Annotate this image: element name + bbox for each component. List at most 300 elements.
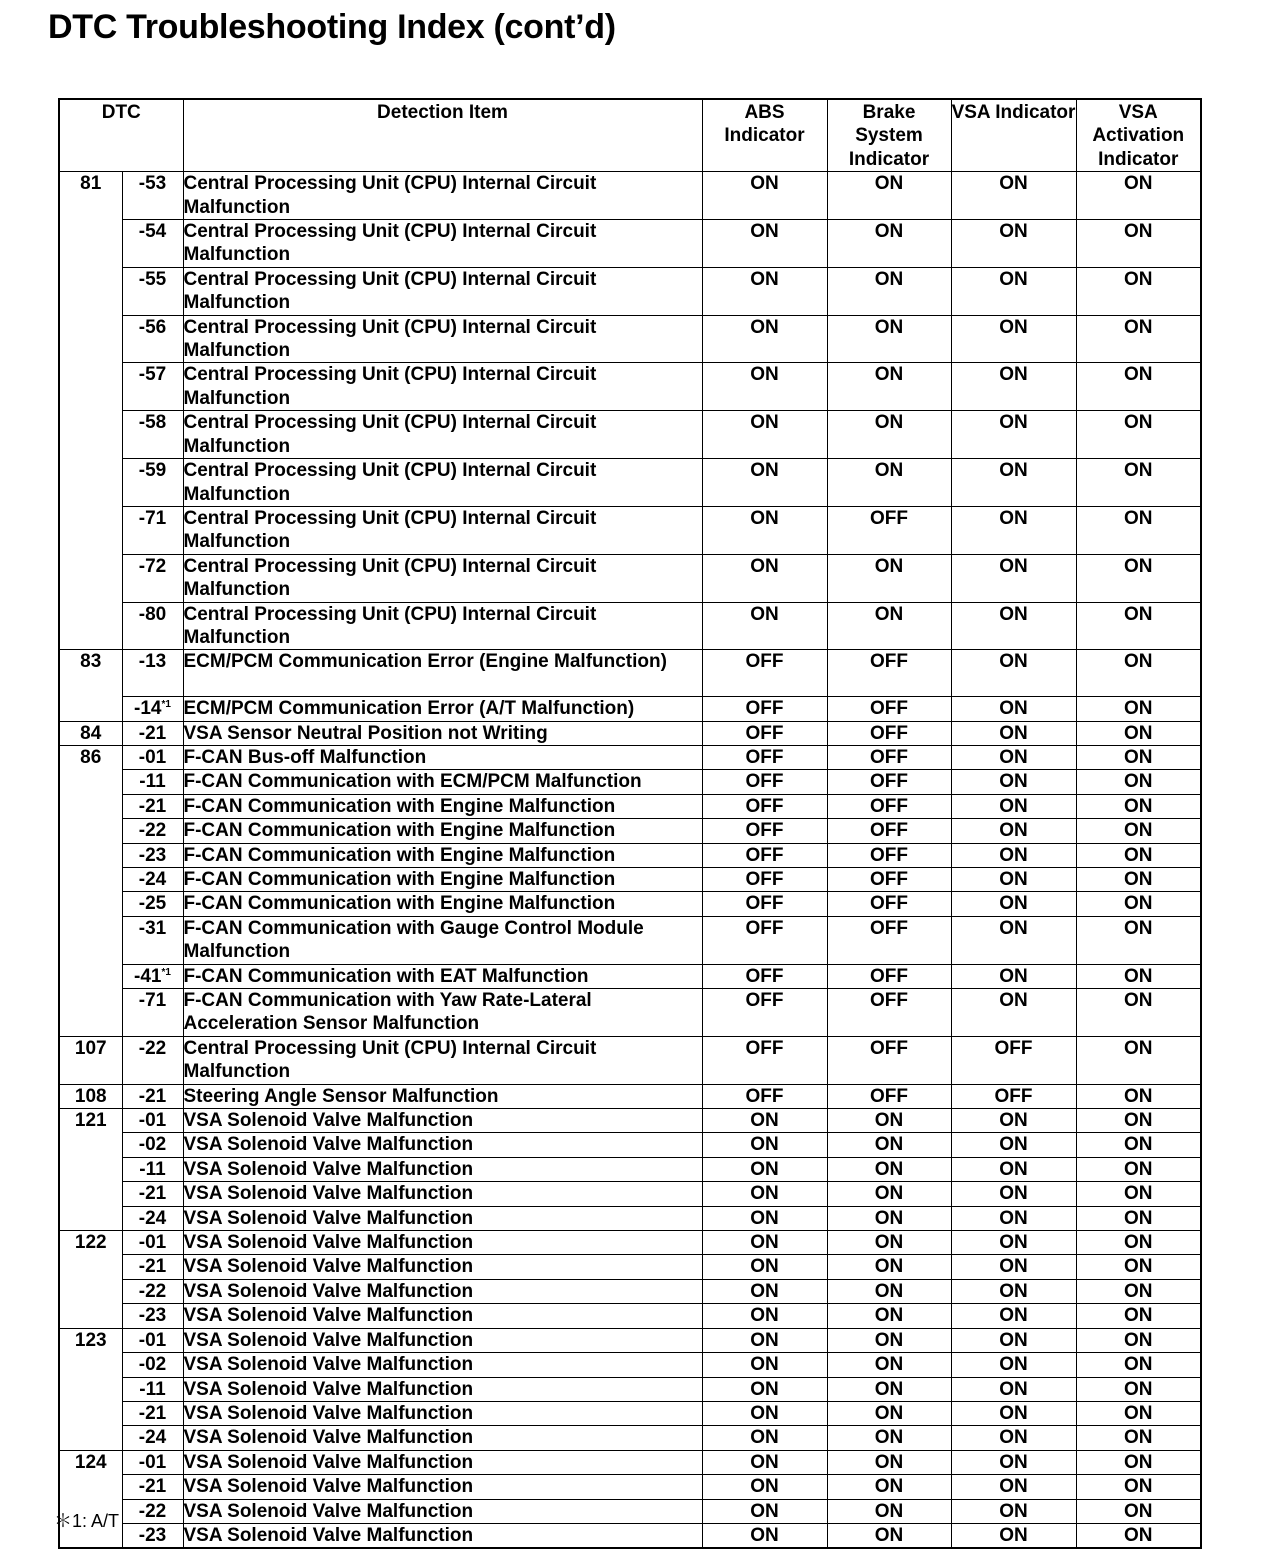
brake-system-indicator-state: OFF [827,916,951,964]
vsa-activation-indicator-state: ON [1076,411,1201,459]
dtc-sub-code-cell [122,1523,183,1548]
table-row [59,1182,1201,1206]
vsa-activation-indicator-state: ON [1076,554,1201,602]
vsa-activation-indicator-state: ON [1076,1328,1201,1352]
dtc-main-code: 83 [59,650,122,721]
abs-indicator-state: OFF [702,892,827,916]
dtc-sub-code: -01 [138,1451,167,1473]
dtc-sub-code: -11 [139,1378,166,1400]
vsa-indicator-state: ON [951,964,1076,988]
vsa-activation-indicator-state: ON [1076,989,1201,1037]
table-row [59,1036,1201,1084]
detection-item: VSA Solenoid Valve Malfunction [183,1353,702,1377]
abs-indicator-state: OFF [702,843,827,867]
table-row [59,1353,1201,1377]
vsa-indicator-state: ON [951,721,1076,745]
vsa-activation-indicator-state: ON [1076,220,1201,268]
abs-indicator-state: ON [702,1304,827,1328]
vsa-indicator-state: ON [951,1279,1076,1303]
table-row [59,1401,1201,1425]
dtc-sub-code-cell [122,1353,183,1377]
header-dtc: DTC [59,99,183,172]
vsa-activation-indicator-state: ON [1076,770,1201,794]
table-row [59,506,1201,554]
dtc-sub-code: -21 [138,795,167,817]
abs-indicator-state: OFF [702,867,827,891]
dtc-sub-code-cell [122,1036,183,1084]
table-row [59,1377,1201,1401]
vsa-indicator-state: OFF [951,1036,1076,1084]
vsa-activation-indicator-state: ON [1076,1450,1201,1474]
dtc-sub-code: -80 [138,603,167,625]
vsa-indicator-state: ON [951,650,1076,697]
abs-indicator-state: OFF [702,989,827,1037]
vsa-indicator-state: ON [951,1426,1076,1450]
table-row [59,1255,1201,1279]
abs-indicator-state: ON [702,1353,827,1377]
detection-item: VSA Solenoid Valve Malfunction [183,1279,702,1303]
dtc-sub-code-cell [122,1206,183,1230]
dtc-main-code: 107 [59,1036,122,1084]
detection-item: Central Processing Unit (CPU) Internal Circuit Malfunction [183,602,702,650]
vsa-indicator-state: ON [951,1475,1076,1499]
table-row [59,1084,1201,1108]
vsa-activation-indicator-state: ON [1076,1377,1201,1401]
abs-indicator-state: OFF [702,916,827,964]
brake-system-indicator-state: OFF [827,650,951,697]
table-row [59,1279,1201,1303]
table-row [59,989,1201,1037]
vsa-indicator-state: ON [951,267,1076,315]
dtc-sub-code: -23 [138,1305,167,1327]
vsa-indicator-state: ON [951,892,1076,916]
dtc-sub-code-cell [122,363,183,411]
detection-item: Central Processing Unit (CPU) Internal Circuit Malfunction [183,172,702,220]
abs-indicator-state: ON [702,1182,827,1206]
dtc-sub-code: -14 [134,698,162,720]
table-row [59,843,1201,867]
dtc-sub-code: -56 [138,316,167,338]
detection-item: VSA Sensor Neutral Position not Writing [183,721,702,745]
vsa-indicator-state: ON [951,1450,1076,1474]
abs-indicator-state: ON [702,602,827,650]
vsa-indicator-state: ON [951,554,1076,602]
dtc-sub-code: -01 [138,1110,167,1132]
abs-indicator-state: ON [702,1401,827,1425]
dtc-sub-code: -22 [138,1500,167,1522]
brake-system-indicator-state: OFF [827,1084,951,1108]
table-row [59,892,1201,916]
detection-item: Central Processing Unit (CPU) Internal Circuit Malfunction [183,554,702,602]
abs-indicator-state: ON [702,1523,827,1548]
vsa-activation-indicator-state: ON [1076,916,1201,964]
vsa-activation-indicator-state: ON [1076,506,1201,554]
table-row [59,1523,1201,1548]
vsa-activation-indicator-state: ON [1076,1279,1201,1303]
table-row [59,1304,1201,1328]
dtc-sub-code: -01 [138,1232,167,1254]
vsa-activation-indicator-state: ON [1076,697,1201,721]
table-row [59,459,1201,507]
vsa-indicator-state: ON [951,697,1076,721]
abs-indicator-state: OFF [702,1036,827,1084]
brake-system-indicator-state: ON [827,1475,951,1499]
brake-system-indicator-state: ON [827,1231,951,1255]
vsa-activation-indicator-state: ON [1076,843,1201,867]
detection-item: VSA Solenoid Valve Malfunction [183,1475,702,1499]
table-row [59,1450,1201,1474]
vsa-indicator-state: ON [951,506,1076,554]
dtc-main-code: 81 [59,172,122,650]
page-title: DTC Troubleshooting Index (cont’d) [48,8,616,46]
table-row [59,411,1201,459]
dtc-sub-code: -31 [138,917,167,939]
dtc-sub-code-cell [122,1279,183,1303]
dtc-main-code: 123 [59,1328,122,1450]
brake-system-indicator-state: ON [827,1133,951,1157]
brake-system-indicator-state: ON [827,411,951,459]
dtc-sub-code-cell [122,1133,183,1157]
vsa-indicator-state: ON [951,363,1076,411]
table-row [59,819,1201,843]
vsa-activation-indicator-state: ON [1076,721,1201,745]
dtc-sub-code-cell [122,1328,183,1352]
detection-item: F-CAN Communication with Engine Malfunction [183,819,702,843]
dtc-sub-code-cell [122,964,183,988]
detection-item: F-CAN Communication with ECM/PCM Malfunction [183,770,702,794]
abs-indicator-state: ON [702,411,827,459]
detection-item: Central Processing Unit (CPU) Internal Circuit Malfunction [183,220,702,268]
dtc-index-table [58,98,1202,1549]
dtc-sub-code-cell [122,1304,183,1328]
vsa-indicator-state: ON [951,1231,1076,1255]
dtc-sub-code: -24 [138,868,167,890]
table-row [59,1499,1201,1523]
dtc-sub-code-cell [122,1182,183,1206]
table-row [59,770,1201,794]
vsa-activation-indicator-state: ON [1076,650,1201,697]
dtc-sub-code: -71 [138,990,167,1012]
dtc-sub-code: -21 [138,1476,167,1498]
abs-indicator-state: OFF [702,964,827,988]
brake-system-indicator-state: ON [827,1328,951,1352]
abs-indicator-state: ON [702,1426,827,1450]
abs-indicator-state: ON [702,1328,827,1352]
abs-indicator-state: ON [702,315,827,363]
vsa-indicator-state: ON [951,843,1076,867]
dtc-sub-code-cell [122,867,183,891]
abs-indicator-state: ON [702,459,827,507]
vsa-activation-indicator-state: ON [1076,1231,1201,1255]
dtc-sub-code-cell [122,892,183,916]
detection-item: ECM/PCM Communication Error (A/T Malfunction) [183,697,702,721]
brake-system-indicator-state: ON [827,1353,951,1377]
dtc-sub-code: -21 [138,1402,167,1424]
table-row [59,602,1201,650]
vsa-activation-indicator-state: ON [1076,794,1201,818]
vsa-indicator-state: ON [951,867,1076,891]
abs-indicator-state: OFF [702,770,827,794]
vsa-indicator-state: ON [951,1377,1076,1401]
brake-system-indicator-state: ON [827,267,951,315]
brake-system-indicator-state: ON [827,1255,951,1279]
detection-item: VSA Solenoid Valve Malfunction [183,1133,702,1157]
dtc-sub-code: -21 [138,722,167,744]
dtc-sub-code-cell [122,1109,183,1133]
abs-indicator-state: ON [702,1133,827,1157]
abs-indicator-state: OFF [702,721,827,745]
vsa-indicator-state: ON [951,1109,1076,1133]
dtc-sub-code: -57 [138,364,167,386]
vsa-activation-indicator-state: ON [1076,867,1201,891]
brake-system-indicator-state: ON [827,1182,951,1206]
dtc-sub-code-cell [122,697,183,721]
abs-indicator-state: OFF [702,697,827,721]
brake-system-indicator-state: ON [827,459,951,507]
table-row [59,1328,1201,1352]
brake-system-indicator-state: ON [827,1450,951,1474]
brake-system-indicator-state: ON [827,1523,951,1548]
vsa-activation-indicator-state: ON [1076,745,1201,769]
detection-item: ECM/PCM Communication Error (Engine Malfunction) [183,650,702,697]
brake-system-indicator-state: ON [827,1426,951,1450]
vsa-activation-indicator-state: ON [1076,1036,1201,1084]
abs-indicator-state: ON [702,220,827,268]
dtc-sub-code-cell [122,411,183,459]
dtc-sub-code: -55 [138,268,167,290]
dtc-sub-code-cell [122,315,183,363]
abs-indicator-state: ON [702,1231,827,1255]
dtc-main-code: 121 [59,1109,122,1231]
dtc-sub-code: -11 [139,771,166,793]
brake-system-indicator-state: ON [827,363,951,411]
dtc-sub-code-cell [122,1475,183,1499]
dtc-sub-code-cell [122,1255,183,1279]
brake-system-indicator-state: ON [827,554,951,602]
detection-item: VSA Solenoid Valve Malfunction [183,1255,702,1279]
dtc-sub-code: -21 [138,1085,167,1107]
brake-system-indicator-state: OFF [827,745,951,769]
vsa-indicator-state: OFF [951,1084,1076,1108]
table-row [59,1475,1201,1499]
brake-system-indicator-state: ON [827,1304,951,1328]
dtc-sub-code-cell [122,1401,183,1425]
brake-system-indicator-state: ON [827,1499,951,1523]
brake-system-indicator-state: OFF [827,819,951,843]
vsa-indicator-state: ON [951,1206,1076,1230]
table-row [59,1157,1201,1181]
dtc-sub-code: -01 [138,1329,167,1351]
dtc-sub-code: -11 [139,1158,166,1180]
brake-system-indicator-state: ON [827,602,951,650]
vsa-activation-indicator-state: ON [1076,1499,1201,1523]
vsa-indicator-state: ON [951,819,1076,843]
abs-indicator-state: OFF [702,1084,827,1108]
dtc-sub-code: -02 [138,1354,167,1376]
abs-indicator-state: OFF [702,794,827,818]
table-row [59,721,1201,745]
abs-indicator-state: ON [702,363,827,411]
abs-indicator-state: ON [702,1475,827,1499]
vsa-activation-indicator-state: ON [1076,1084,1201,1108]
footnote: ＊1: A/T [54,1511,120,1531]
detection-item: F-CAN Communication with Yaw Rate-Lateral Acceleration Sensor Malfunction [183,989,702,1037]
vsa-activation-indicator-state: ON [1076,1353,1201,1377]
abs-indicator-state: ON [702,1450,827,1474]
vsa-activation-indicator-state: ON [1076,363,1201,411]
brake-system-indicator-state: OFF [827,770,951,794]
footnote-marker: *1 [161,966,171,978]
vsa-indicator-state: ON [951,1255,1076,1279]
dtc-sub-code-cell [122,267,183,315]
vsa-activation-indicator-state: ON [1076,1109,1201,1133]
vsa-indicator-state: ON [951,602,1076,650]
brake-system-indicator-state: OFF [827,1036,951,1084]
vsa-indicator-state: ON [951,1304,1076,1328]
brake-system-indicator-state: OFF [827,964,951,988]
dtc-sub-code-cell [122,1450,183,1474]
vsa-activation-indicator-state: ON [1076,1523,1201,1548]
abs-indicator-state: ON [702,1279,827,1303]
dtc-sub-code: -54 [138,221,167,243]
dtc-sub-code: -22 [138,820,167,842]
dtc-sub-code-cell [122,650,183,697]
brake-system-indicator-state: ON [827,220,951,268]
dtc-sub-code-cell [122,819,183,843]
detection-item: VSA Solenoid Valve Malfunction [183,1157,702,1181]
dtc-sub-code: -53 [138,173,167,195]
brake-system-indicator-state: ON [827,1279,951,1303]
vsa-activation-indicator-state: ON [1076,1182,1201,1206]
brake-system-indicator-state: OFF [827,794,951,818]
vsa-activation-indicator-state: ON [1076,602,1201,650]
header-detection-item: Detection Item [183,99,702,172]
dtc-main-code: 108 [59,1084,122,1108]
detection-item: Central Processing Unit (CPU) Internal Circuit Malfunction [183,363,702,411]
vsa-indicator-state: ON [951,459,1076,507]
table-row [59,1231,1201,1255]
vsa-indicator-state: ON [951,172,1076,220]
abs-indicator-state: ON [702,506,827,554]
table-row [59,794,1201,818]
detection-item: Central Processing Unit (CPU) Internal Circuit Malfunction [183,1036,702,1084]
dtc-sub-code-cell [122,721,183,745]
brake-system-indicator-state: OFF [827,989,951,1037]
dtc-sub-code-cell [122,1499,183,1523]
brake-system-indicator-state: OFF [827,843,951,867]
table-row [59,554,1201,602]
vsa-activation-indicator-state: ON [1076,1304,1201,1328]
brake-system-indicator-state: ON [827,1206,951,1230]
brake-system-indicator-state: OFF [827,867,951,891]
vsa-activation-indicator-state: ON [1076,267,1201,315]
abs-indicator-state: ON [702,172,827,220]
vsa-activation-indicator-state: ON [1076,892,1201,916]
dtc-sub-code: -41 [134,965,162,987]
dtc-sub-code-cell [122,602,183,650]
vsa-indicator-state: ON [951,1182,1076,1206]
dtc-sub-code: -72 [138,555,167,577]
dtc-sub-code-cell [122,506,183,554]
detection-item: Central Processing Unit (CPU) Internal Circuit Malfunction [183,315,702,363]
detection-item: F-CAN Communication with Gauge Control Module Malfunction [183,916,702,964]
table-row [59,1109,1201,1133]
dtc-sub-code: -22 [138,1037,167,1059]
detection-item: VSA Solenoid Valve Malfunction [183,1328,702,1352]
abs-indicator-state: ON [702,1499,827,1523]
table-row [59,867,1201,891]
vsa-indicator-state: ON [951,1157,1076,1181]
vsa-activation-indicator-state: ON [1076,459,1201,507]
detection-item: VSA Solenoid Valve Malfunction [183,1182,702,1206]
dtc-sub-code-cell [122,554,183,602]
table-body [59,172,1201,1549]
vsa-indicator-state: ON [951,1353,1076,1377]
abs-indicator-state: ON [702,1255,827,1279]
vsa-indicator-state: ON [951,411,1076,459]
table-row [59,1426,1201,1450]
abs-indicator-state: ON [702,1377,827,1401]
dtc-sub-code-cell [122,794,183,818]
vsa-indicator-state: ON [951,1523,1076,1548]
brake-system-indicator-state: ON [827,1377,951,1401]
detection-item: VSA Solenoid Valve Malfunction [183,1401,702,1425]
detection-item: VSA Solenoid Valve Malfunction [183,1231,702,1255]
vsa-indicator-state: ON [951,220,1076,268]
dtc-sub-code-cell [122,745,183,769]
dtc-sub-code: -02 [138,1134,167,1156]
dtc-sub-code-cell [122,220,183,268]
dtc-main-code: 86 [59,745,122,1036]
vsa-activation-indicator-state: ON [1076,1157,1201,1181]
dtc-main-code: 124 [59,1450,122,1548]
dtc-sub-code: -71 [138,507,167,529]
abs-indicator-state: ON [702,1109,827,1133]
table-row [59,916,1201,964]
vsa-activation-indicator-state: ON [1076,315,1201,363]
header-abs-indicator: ABS Indicator [702,99,827,172]
abs-indicator-state: OFF [702,745,827,769]
detection-item: VSA Solenoid Valve Malfunction [183,1109,702,1133]
brake-system-indicator-state: ON [827,1157,951,1181]
vsa-indicator-state: ON [951,989,1076,1037]
brake-system-indicator-state: ON [827,1109,951,1133]
vsa-indicator-state: ON [951,315,1076,363]
dtc-sub-code: -21 [138,1183,167,1205]
header-vsa-indicator: VSA Indicator [951,99,1076,172]
vsa-indicator-state: ON [951,916,1076,964]
table-row [59,1133,1201,1157]
table-row [59,650,1201,697]
dtc-sub-code: -59 [138,460,167,482]
dtc-sub-code-cell [122,1231,183,1255]
vsa-activation-indicator-state: ON [1076,1426,1201,1450]
header-vsa-activation-indicator: VSA Activation Indicator [1076,99,1201,172]
vsa-activation-indicator-state: ON [1076,1206,1201,1230]
header-brake-system-indicator: Brake System Indicator [827,99,951,172]
dtc-sub-code: -13 [138,651,167,673]
detection-item: VSA Solenoid Valve Malfunction [183,1499,702,1523]
dtc-sub-code-cell [122,172,183,220]
brake-system-indicator-state: OFF [827,697,951,721]
dtc-sub-code-cell [122,1426,183,1450]
dtc-sub-code: -23 [138,1524,167,1546]
brake-system-indicator-state: ON [827,315,951,363]
vsa-indicator-state: ON [951,770,1076,794]
brake-system-indicator-state: OFF [827,721,951,745]
abs-indicator-state: OFF [702,819,827,843]
vsa-activation-indicator-state: ON [1076,1401,1201,1425]
